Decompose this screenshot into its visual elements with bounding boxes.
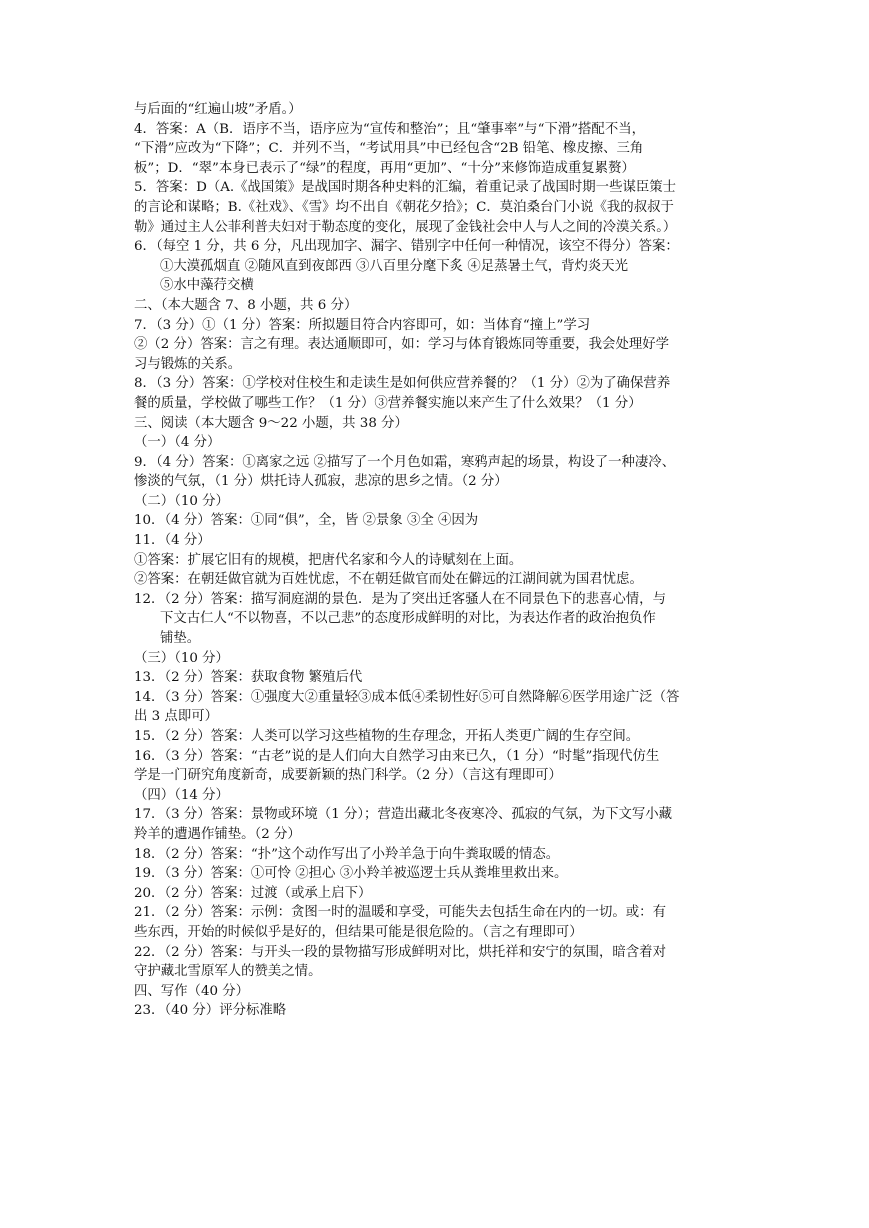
text-line: 15．（2 分）答案：人类可以学习这些植物的生存理念，开拓人类更广阔的生存空间。 bbox=[134, 729, 640, 744]
subsection-heading: （一）（4 分） bbox=[134, 435, 221, 451]
section-heading: 四、写作（40 分） bbox=[134, 983, 250, 999]
text-line: 习与锻炼的关系。 bbox=[134, 356, 242, 372]
subsection-heading: （四）（14 分） bbox=[134, 787, 229, 803]
text-line: 些东西，开始的时候似乎是好的，但结果可能是很危险的。（言之有理即可） bbox=[134, 924, 583, 940]
text-line: 的言论和谋略；B.《社戏》、《雪》均不出自《朝花夕拾》；C．莫泊桑台门小说《我的叔叔于 bbox=[134, 199, 674, 215]
text-line: 勒》通过主人公菲利普夫妇对于勒态度的变化，展现了金钱社会中人与人之间的冷漠关系。） bbox=[134, 219, 677, 235]
text-line: “下滑”应改为“下降”；C．并列不当，“考试用具”中已经包含“2B 铅笔、橡皮擦、三角 bbox=[134, 141, 644, 157]
text-line: 16．（3 分）答案：“古老”说的是人们向大自然学习由来已久，（1 分）“时髦”指现代仿生 bbox=[134, 748, 660, 764]
text-line: 11．（4 分） bbox=[134, 533, 211, 549]
text-line: ①答案：扩展它旧有的规模，把唐代名家和今人的诗赋刻在上面。 bbox=[134, 552, 523, 568]
text-line: 羚羊的遭遇作铺垫。（2 分） bbox=[134, 826, 301, 842]
text-line: 下文古仁人“不以物喜，不以己悲”的态度形成鲜明的对比，为表达作者的政治抱负作 bbox=[160, 611, 656, 627]
text-line: 21．（2 分）答案：示例：贪图一时的温暖和享受，可能失去包括生命在内的一切。或：有 bbox=[134, 905, 666, 921]
text-line: 12．（2 分）答案：描写洞庭湖的景色．是为了突出迁客骚人在不同景色下的悲喜心情，与 bbox=[134, 591, 666, 607]
section-heading: 三、阅读（本大题含 9～22 小题，共 38 分） bbox=[134, 415, 408, 431]
text-line: 19．（3 分）答案：①可怜 ②担心 ③小羚羊被巡逻士兵从粪堆里救出来。 bbox=[134, 866, 568, 882]
text-line: 22．（2 分）答案：与开头一段的景物描写形成鲜明对比，烘托祥和安宁的氛围，暗含着对 bbox=[134, 944, 666, 960]
text-line: 出 3 点即可） bbox=[134, 709, 218, 725]
answer-key-document bbox=[134, 100, 754, 1021]
text-line: 9．（4 分）答案：①离家之远 ②描写了一个月色如霜，寒鸦声起的场景，构设了一种凄冷、 bbox=[134, 454, 676, 470]
text-line: 14．（3 分）答案：①强度大②重量轻③成本低④柔韧性好⑤可自然降解⑥医学用途广泛（答 bbox=[134, 689, 680, 705]
section-heading: 二、（本大题含 7、8 小题，共 6 分） bbox=[134, 297, 358, 313]
text-line: ②（2 分）答案：言之有理。表达通顺即可，如：学习与体育锻炼同等重要，我会处理好学 bbox=[134, 337, 670, 353]
text-line: 与后面的“红遍山坡”矛盾。） bbox=[134, 102, 302, 117]
text-line: 学是一门研究角度新奇，成要新颖的热门科学。（2 分）（言这有理即可） bbox=[134, 768, 562, 784]
text-line: ⑤水中藻荇交横 bbox=[160, 278, 254, 294]
text-line: 守护藏北雪原军人的赞美之情。 bbox=[134, 964, 322, 980]
text-line: 18．（2 分）答案：“扑”这个动作写出了小羚羊急于向牛粪取暖的情态。 bbox=[134, 846, 560, 862]
text-line: 板”；D．“翠”本身已表示了“绿”的程度，再用“更加”、“十分”来修饰造成重复累赘） bbox=[134, 160, 635, 176]
text-line: 4．答案：A（B．语序不当，语序应为“宣传和整治”；且“肇事率”与“下滑”搭配不当， bbox=[134, 121, 645, 137]
text-line: ①大漠孤烟直 ②随风直到夜郎西 ③八百里分麾下炙 ④足蒸暑土气，背灼炎天光 bbox=[160, 258, 629, 274]
text-line: 20．（2 分）答案：过渡（或承上启下） bbox=[134, 885, 372, 901]
text-line: 17．（3 分）答案：景物或环境（1 分）；营造出藏北冬夜寒冷、孤寂的气氛，为下文写小藏 bbox=[134, 807, 673, 823]
text-line: 铺垫。 bbox=[160, 631, 201, 647]
text-line: 10．（4 分）答案：①同“俱”，全，皆 ②景象 ③全 ④因为 bbox=[134, 513, 479, 529]
text-line: 餐的质量，学校做了哪些工作？（1 分）③营养餐实施以来产生了什么效果？（1 分） bbox=[134, 395, 642, 411]
text-line: ②答案：在朝廷做官就为百姓忧虑，不在朝廷做官而处在僻远的江湖间就为国君忧虑。 bbox=[134, 572, 643, 588]
text-line: 8．（3 分）答案：①学校对住校生和走读生是如何供应营养餐的？（1 分）②为了确保营养 bbox=[134, 376, 671, 392]
subsection-heading: （三）（10 分） bbox=[134, 650, 229, 666]
text-line: 13．（2 分）答案：获取食物 繁殖后代 bbox=[134, 670, 363, 686]
text-line: 5．答案：D（A.《战国策》是战国时期各种史料的汇编，着重记录了战国时期一些谋臣策士 bbox=[134, 180, 677, 196]
text-line: 23．（40 分）评分标准略 bbox=[134, 1003, 287, 1019]
text-line: 6．（每空 1 分，共 6 分，凡出现加字、漏字、错别字中任何一种情况，该空不得分）答案： bbox=[134, 239, 679, 255]
text-line: 惨淡的气氛，（1 分）烘托诗人孤寂，悲凉的思乡之情。（2 分） bbox=[134, 474, 508, 490]
subsection-heading: （二）（10 分） bbox=[134, 493, 229, 509]
text-line: 7．（3 分）①（1 分）答案：所拟题目符合内容即可，如：当体育“撞上”学习 bbox=[134, 317, 591, 333]
